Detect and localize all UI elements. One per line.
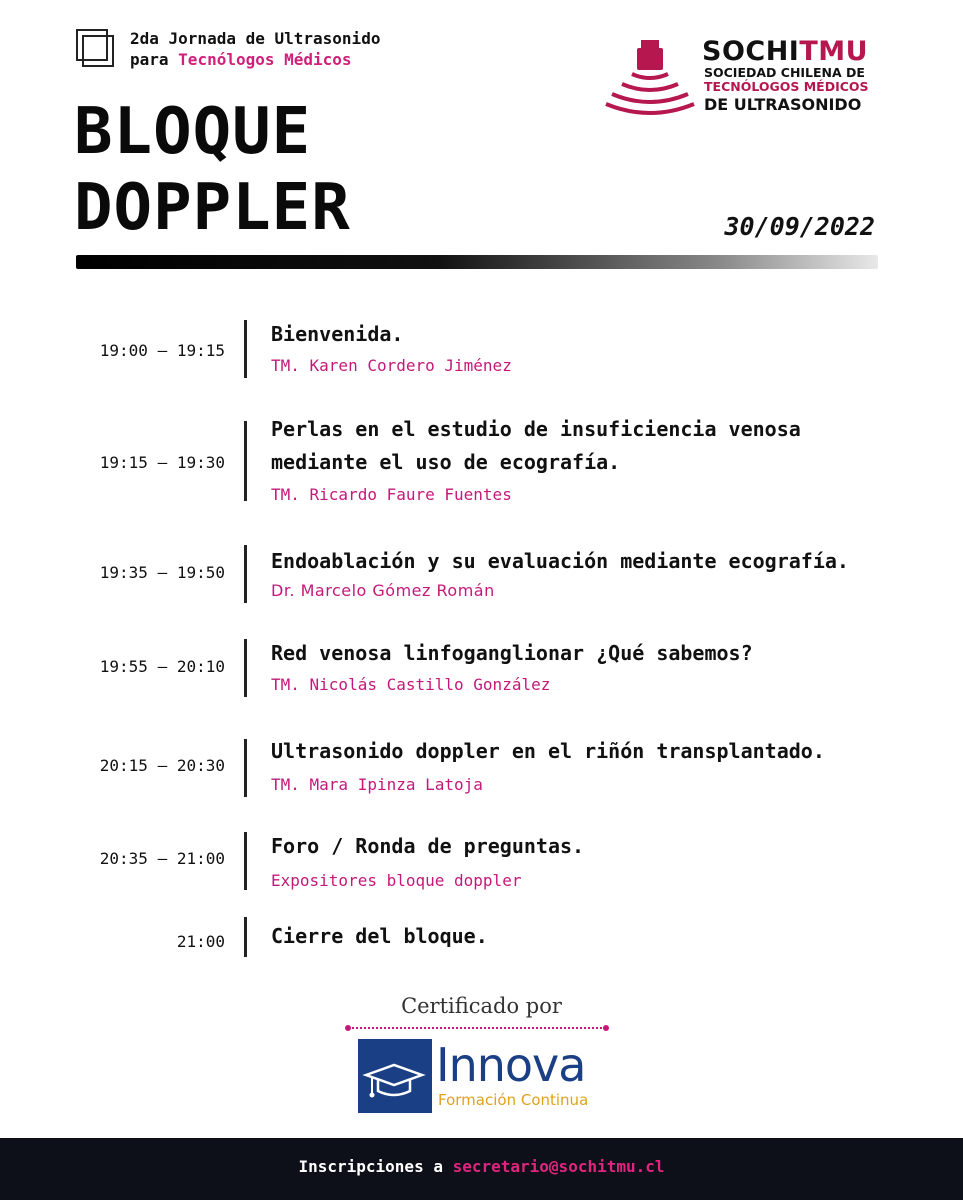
page-title-line2: DOPPLER	[74, 171, 351, 245]
logo-line1: SOCIEDAD CHILENA DE	[704, 65, 865, 80]
footer-bar	[0, 1138, 963, 1200]
logo-line3: DE ULTRASONIDO	[704, 95, 862, 114]
schedule-divider	[244, 320, 247, 378]
page-title-line1: BLOQUE	[74, 95, 312, 169]
event-name	[130, 28, 380, 70]
certification-divider	[348, 1027, 606, 1029]
schedule-title: Foro / Ronda de preguntas.	[271, 834, 585, 858]
schedule-time: 20:15 – 20:30	[99, 756, 225, 775]
schedule-speaker: TM. Nicolás Castillo González	[271, 675, 551, 694]
schedule-title: Endoablación y su evaluación mediante ecografía.	[271, 549, 849, 573]
schedule-title: Perlas en el estudio de insuficiencia venosa	[271, 417, 801, 441]
schedule-divider	[244, 739, 247, 797]
schedule-speaker: TM. Ricardo Faure Fuentes	[271, 485, 512, 504]
innova-logo-box	[358, 1039, 432, 1113]
innova-wordmark: Innova	[436, 1038, 586, 1092]
schedule-time: 21:00	[176, 932, 225, 951]
ultrasound-probe-icon	[604, 38, 696, 118]
schedule-divider	[244, 917, 247, 957]
event-date: 30/09/2022	[724, 212, 875, 241]
schedule-title: Bienvenida.	[271, 322, 404, 346]
event-audience: Tecnólogos Médicos	[178, 50, 352, 69]
schedule-time: 19:00 – 19:15	[99, 341, 225, 360]
schedule-time: 19:35 – 19:50	[99, 563, 225, 582]
registration-email-link[interactable]: secretario@sochitmu.cl	[452, 1157, 665, 1176]
schedule-time: 19:15 – 19:30	[99, 453, 225, 472]
certification-label: Certificado por	[401, 994, 562, 1018]
sochitmu-logo	[604, 38, 894, 118]
innova-tagline: Formación Continua	[438, 1091, 589, 1109]
header-divider	[76, 255, 878, 269]
schedule-speaker: Dr. Marcelo Gómez Román	[271, 581, 495, 600]
event-name-line1: 2da Jornada de Ultrasonido	[130, 29, 381, 48]
page-title	[74, 94, 351, 246]
schedule-divider	[244, 421, 247, 501]
logo-name: SOCHITMU	[702, 36, 869, 67]
innova-logo	[358, 1039, 608, 1115]
footer-registration	[0, 1157, 963, 1176]
schedule-divider	[244, 832, 247, 890]
schedule-title-line2: mediante el uso de ecografía.	[271, 450, 621, 474]
schedule-speaker: TM. Mara Ipinza Latoja	[271, 775, 483, 794]
logo-line2: TECNÓLOGOS MÉDICOS	[704, 79, 869, 94]
graduation-cap-icon	[358, 1039, 432, 1113]
schedule-title: Ultrasonido doppler en el riñón transplantado.	[271, 739, 825, 763]
event-mark-icon	[76, 29, 116, 69]
schedule-title: Red venosa linfoganglionar ¿Qué sabemos?	[271, 641, 753, 665]
schedule-speaker: TM. Karen Cordero Jiménez	[271, 356, 512, 375]
schedule-time: 19:55 – 20:10	[99, 657, 225, 676]
schedule-time: 20:35 – 21:00	[99, 849, 225, 868]
schedule-divider	[244, 545, 247, 603]
schedule-title: Cierre del bloque.	[271, 924, 488, 948]
schedule-divider	[244, 639, 247, 697]
footer-prefix: Inscripciones a	[298, 1157, 453, 1176]
schedule-speaker: Expositores bloque doppler	[271, 871, 522, 890]
event-name-line2: para Tecnólogos Médicos	[130, 50, 352, 69]
